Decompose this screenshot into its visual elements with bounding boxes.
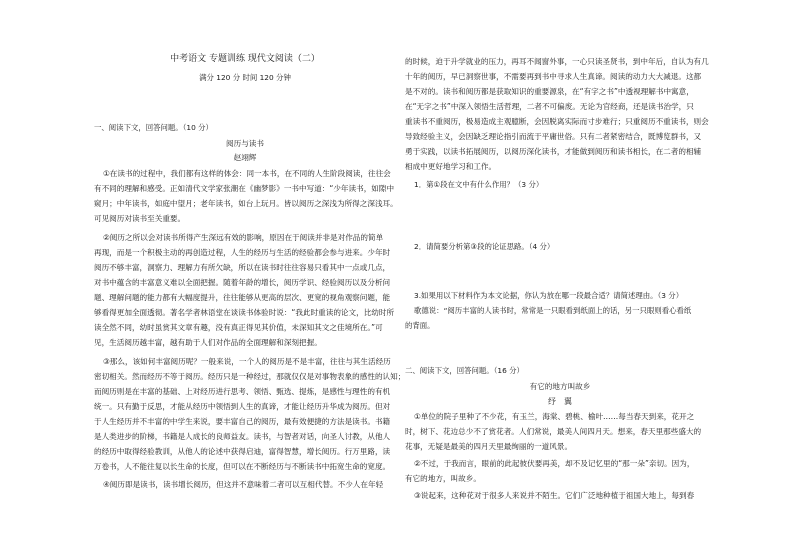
article2-title: 有它的地方叫故乡	[529, 382, 591, 391]
article1-author: 赵翊辉	[233, 153, 257, 162]
article1-line: 的经历中取得经验教训，从他人的论述中获得启迪，富得智慧，增长阅历。行万里路，读	[94, 447, 391, 456]
article1-line: 题、理解问题的能力都有大幅度提升，往往能够从更高的层次、更宽的视角观察问题，能	[94, 293, 391, 302]
article2-line: ①单位的院子里种了不少花，有玉兰，海棠、碧桃、榆叶……每当春天到来，花开之	[414, 412, 695, 421]
article1-line: 重读书不重阅历，极易造成主观臆断，会因脱离实际而寸步难行；只重阅历不重读书，则会	[405, 117, 709, 126]
article1-line: 万卷书，人不能往复以长生命的长度，但可以在不断经历与不断读书中拓宽生命的宽度。	[94, 462, 391, 471]
question-3-material: 歌德说：“阅历丰富的人读书时，常常是一只眼看到纸面上的话，另一只眼则看心看纸	[414, 306, 692, 315]
article1-line: 有不同的理解和感受。正如清代文学家张潮在《幽梦影》一书中写道：“少年读书，如隙中	[94, 184, 395, 193]
article1-line: ①在读书的过程中，我们都有这样的体会：同一本书，在不同的人生阶段阅读，往往会	[103, 169, 391, 178]
article1-line: 密切相关。然而经历不等于阅历。经历只是一种经过，那就仅仅是对事物表象的感性的认知；	[94, 372, 406, 381]
article1-line: 勇于实践，以读书拓展阅历，以阅历深化读书，才能做到阅历和读书相长，在二者的相辅	[405, 147, 702, 156]
article1-line: 见，生活阅历越丰富，越有助于人们对作品的全面理解和深刻把握。	[94, 338, 322, 347]
question-2: 2．请简要分析第③段的论证思路。（4 分）	[414, 242, 555, 251]
article1-line: 统一。只有勤于反思，才能从经历中领悟到人生的真谛，才能让经历升华成为阅历。但对	[94, 402, 391, 411]
article2-line: ②不过，于我而言，眼前的此起彼伏要再美，却不及记忆里的“那一朵”亲切。因为，	[414, 459, 695, 468]
article1-line: 可见阅历对读书至关重要。	[94, 214, 186, 223]
article1-line: ②阅历之所以会对读书所得产生深远有效的影响，原因在于阅读并非是对作品的简单	[103, 233, 384, 242]
article2-author: 纾 翼	[548, 397, 572, 406]
article2-line: 有它的地方，叫故乡。	[405, 474, 481, 483]
article1-line: 十年的阅历，早已洞察世事，不需要再到书中寻求人生真谛。阅读的动力大大减退。这都	[405, 72, 702, 81]
page-title: 中考语文 专题训练 现代文阅读（二）	[170, 54, 320, 64]
question-1: 1．第①段在文中有什么作用？（3 分）	[414, 180, 544, 189]
article1-line: 而阅历则是在丰富的基础、上对经历进行思考、领悟、甄选、提炼，是感性与理性的有机	[94, 387, 391, 396]
section1-heading: 一、阅读下文，回答问题。（10 分）	[94, 123, 213, 132]
article1-line: 导致经验主义，会因缺乏理论指引而流于平庸世俗。只有二者紧密结合，既博览群书，又	[405, 132, 702, 141]
article1-line: 窥月；中年读书，如庭中望月；老年读书，如台上玩月。皆以阅历之深浅为所得之深浅耳。	[94, 199, 398, 208]
article1-line: 的时候，迫于升学就业的压力，再耳不闻窗外事，一心只读圣贤书，到中年后，自认为有几	[405, 57, 709, 66]
article1-line: ③那么，该如何丰富阅历呢？一般来说，一个人的阅历是不是丰富，往往与其生活经历	[103, 357, 391, 366]
article1-line: 够看得更加全面透彻。著名学者林语堂在谈读书体验时说：“我此时重读的论文，比幼时所	[94, 308, 395, 317]
question-3-material: 的背面。	[405, 321, 435, 330]
article2-line: ③说起来，这种花对于很多人来说并不陌生。它们广泛地种植于祖国大地上，每到春	[414, 491, 695, 500]
article1-line: 在“无字之书”中深入领悟生活哲理，二者不可偏废。无论为官经商，还是读书治学，只	[405, 102, 694, 111]
article1-line: 再现，而是一个积极主动的再创造过程，人生的经历与生活的经验都会参与进来。少年时	[94, 248, 391, 257]
article1-line: 于人生经历并不丰富的中学生来说，要丰富自己的阅历，最有效便捷的方法是读书。书籍	[94, 417, 391, 426]
article2-line: 时，树下、花边总少不了赏花者。人们常说，最美人间四月天。想来，春天里那些盛大的	[405, 427, 702, 436]
article1-line: 读全然不同，幼时虽赏其文章有趣，没有真正得见其价值，未深知其文之佳境所在。”可	[94, 323, 383, 332]
article2-line: 花事，无疑是最美的四月天里最绚丽的一道风景。	[405, 442, 573, 451]
section2-heading: 二、阅读下文，回答问题。（16 分）	[405, 366, 524, 375]
article1-line: ④阅历即是读书，读书增长阅历，但这并不意味着二者可以互相代替。不少人在年轻	[103, 480, 384, 489]
question-3: 3.如果用以下材料作为本文论据，你认为放在哪一段最合适？请简述理由。（3 分）	[414, 291, 684, 300]
article1-title: 阅历与读书	[226, 139, 264, 148]
exam-meta: 满分 120 分 时间 120 分钟	[199, 73, 291, 82]
article1-line: 相成中更好地学习和工作。	[405, 162, 497, 171]
article1-line: 是人类进步的阶梯，书籍是人成长的良师益友。读书，与智者对话，向圣人讨教，从他人	[94, 432, 391, 441]
article1-line: 对书中蕴含的丰富意义难以全面把握。随着年龄的增长，阅历学识、经验阅历以及分析问	[94, 278, 391, 287]
article1-line: 是不对的。读书和阅历都是获取知识的重要源泉，在“有字之书”中透视理解书中寓意，	[405, 87, 694, 96]
article1-line: 阅历不够丰富，洞察力、理解力有所欠缺，所以在读书时往往容易只看其中一点或几点，	[94, 263, 391, 272]
